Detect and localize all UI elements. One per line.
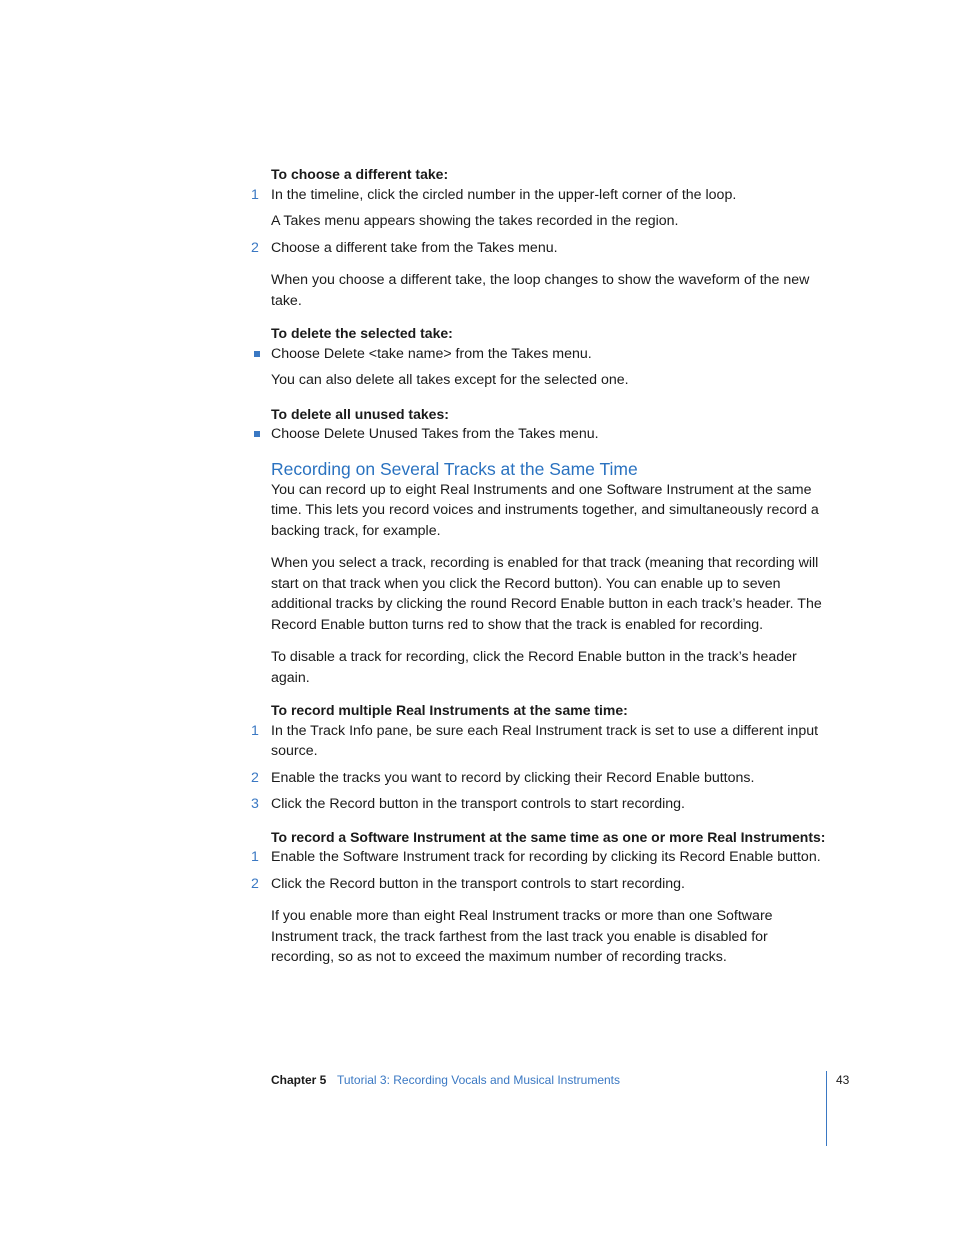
- body-paragraph: To disable a track for recording, click the Record Enable button in the track’s header again.: [271, 649, 797, 686]
- step-number: 1: [251, 186, 259, 203]
- task-heading-record-software: To record a Software Instrument at the same time as one or more Real Instruments:: [271, 828, 826, 845]
- bullet-square-icon: [254, 431, 260, 437]
- step-text: In the timeline, click the circled number in the upper-left corner of the loop.: [271, 186, 737, 203]
- step-note: When you choose a different take, the loop changes to show the waveform of the new take.: [271, 272, 810, 309]
- step-multi-3: [251, 794, 826, 815]
- step-number: 1: [251, 722, 259, 739]
- step-choose-2: [251, 238, 826, 259]
- footer-divider: [826, 1071, 827, 1146]
- step-number: 1: [251, 849, 259, 865]
- step-number: 2: [251, 875, 259, 892]
- step-choose-1: [251, 185, 826, 206]
- bullet-text: Choose Delete Unused Takes from the Takes menu.: [271, 426, 599, 442]
- step-number: 3: [251, 796, 259, 812]
- task-heading-delete-unused: To delete all unused takes:: [271, 405, 449, 422]
- step-text: Click the Record button in the transport controls to start recording.: [271, 875, 686, 892]
- step-text: Click the Record button in the transport controls to start recording.: [271, 796, 686, 812]
- body-paragraph: You can record up to eight Real Instruments and one Software Instrument at the same time. This lets you record voices and instruments together, and simultaneously record a backing track, for example.: [271, 481, 819, 539]
- step-text: Enable the tracks you want to record by clicking their Record Enable buttons.: [271, 769, 755, 786]
- step-software-1: [251, 847, 826, 868]
- page-number: 43: [836, 1073, 850, 1087]
- page-content: [251, 164, 826, 968]
- footer-chapter: Chapter 5: [271, 1073, 327, 1087]
- step-note: A Takes menu appears showing the takes recorded in the region.: [271, 213, 679, 229]
- footer-chapter-title: Tutorial 3: Recording Vocals and Musical Instruments: [337, 1073, 621, 1087]
- step-text: In the Track Info pane, be sure each Real Instrument track is set to use a different input source.: [271, 722, 819, 759]
- bullet-note: You can also delete all takes except for the selected one.: [271, 372, 629, 388]
- section-title: Recording on Several Tracks at the Same Time: [271, 458, 638, 479]
- task-heading-record-multiple: To record multiple Real Instruments at the same time:: [271, 702, 628, 718]
- bullet-item: [271, 344, 826, 365]
- bullet-square-icon: [254, 351, 260, 357]
- step-number: 2: [251, 239, 259, 256]
- bullet-text: Choose Delete <take name> from the Takes menu.: [271, 345, 592, 362]
- body-paragraph: If you enable more than eight Real Instrument tracks or more than one Software Instrument track, the track farthest from the last track you enable is disabled for recording, so as not to exceed the maximum number of recording tracks.: [271, 908, 773, 965]
- step-text: Enable the Software Instrument track for recording by clicking its Record Enable button.: [271, 849, 821, 865]
- task-heading-choose-take: To choose a different take:: [271, 166, 449, 182]
- step-number: 2: [251, 769, 259, 786]
- task-heading-delete-take: To delete the selected take:: [271, 325, 453, 341]
- step-multi-2: [251, 768, 826, 789]
- step-text: Choose a different take from the Takes menu.: [271, 239, 558, 256]
- bullet-item: [271, 424, 826, 445]
- step-software-2: [251, 874, 826, 895]
- body-paragraph: When you select a track, recording is enabled for that track (meaning that recording will start on that track when you click the Record button). You can enable up to seven additional tracks by clicking the round Record Enable button in each track’s header. The Record Enable button turns red to show that the track is enabled for recording.: [271, 555, 822, 633]
- step-multi-1: [251, 721, 826, 762]
